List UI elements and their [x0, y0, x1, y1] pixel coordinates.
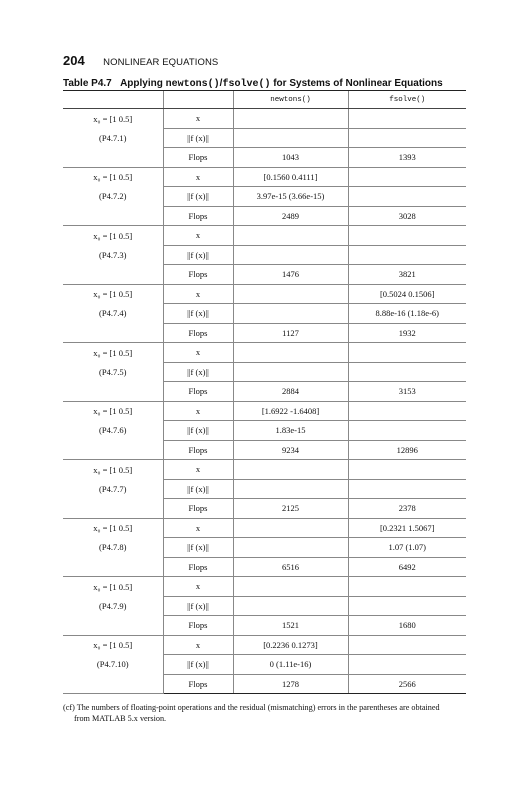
table-row — [63, 401, 466, 421]
newtons-residual-cell — [233, 362, 348, 382]
fsolve-residual-cell — [348, 187, 466, 207]
footnote-line-1: (cf) The numbers of floating-point operations and the residual (mismatching) errors in the parentheses are obtained — [63, 703, 440, 712]
fsolve-flops-cell: 6492 — [348, 557, 466, 577]
table-row — [63, 421, 466, 441]
fsolve-x-cell — [348, 401, 466, 421]
fsolve-flops-cell: 3821 — [348, 265, 466, 285]
table-row — [63, 616, 466, 636]
fsolve-residual-cell — [348, 245, 466, 265]
row-label-residual: ||f (x)|| — [163, 538, 233, 558]
row-label-x: x — [163, 284, 233, 304]
table-row — [63, 343, 466, 363]
fsolve-x-cell — [348, 167, 466, 187]
newtons-x-cell — [233, 109, 348, 129]
row-label-x: x — [163, 460, 233, 480]
initial-guess: x₀ = [1 0.5] — [93, 464, 133, 475]
caption-code-newtons: newtons() — [165, 79, 220, 90]
table-row — [63, 323, 466, 343]
newtons-flops-cell: 2125 — [233, 499, 348, 519]
newtons-residual-cell: 1.83e-15 — [233, 421, 348, 441]
table-row — [63, 109, 466, 129]
newtons-residual-cell: 3.97e-15 (3.66e-15) — [233, 187, 348, 207]
header-cell-newtons: newtons() — [233, 91, 348, 109]
newtons-flops-cell: 1127 — [233, 323, 348, 343]
equation-ref: (P4.7.6) — [99, 425, 127, 436]
empty-label — [63, 265, 163, 285]
row-label-x: x — [163, 109, 233, 129]
equation-ref: (P4.7.1) — [99, 132, 127, 143]
fsolve-residual-cell: 1.07 (1.07) — [348, 538, 466, 558]
newtons-flops-cell: 1278 — [233, 674, 348, 694]
fsolve-residual-cell — [348, 655, 466, 675]
empty-label — [63, 674, 163, 694]
newtons-x-cell — [233, 577, 348, 597]
row-label-flops: Flops — [163, 206, 233, 226]
newtons-flops-cell: 9234 — [233, 440, 348, 460]
newtons-residual-cell: 0 (1.11e-16) — [233, 655, 348, 675]
newtons-x-cell — [233, 226, 348, 246]
fsolve-x-cell — [348, 635, 466, 655]
initial-guess: x₀ = [1 0.5] — [93, 406, 133, 416]
caption-text-a: Applying — [120, 78, 166, 89]
row-label-flops: Flops — [163, 382, 233, 402]
table-row — [63, 128, 466, 148]
row-label-residual: ||f (x)|| — [163, 187, 233, 207]
fsolve-x-cell: [0.2321 1.5067] — [348, 518, 466, 538]
table-row — [63, 226, 466, 246]
table-row — [63, 596, 466, 616]
fsolve-residual-cell — [348, 596, 466, 616]
initial-guess: x₀ = [1 0.5] — [93, 640, 133, 650]
row-label-x: x — [163, 401, 233, 421]
fsolve-residual-cell — [348, 479, 466, 499]
newtons-residual-cell — [233, 479, 348, 499]
initial-guess: x₀ = [1 0.5] — [93, 581, 133, 592]
table-row — [63, 265, 466, 285]
table-number: Table P4.7 — [63, 78, 112, 89]
table-row — [63, 655, 466, 675]
equation-ref: (P4.7.9) — [99, 600, 127, 611]
initial-guess: x₀ = [1 0.5] — [93, 113, 133, 124]
row-label-x: x — [163, 167, 233, 187]
row-label-x: x — [163, 226, 233, 246]
chapter-title: NONLINEAR EQUATIONS — [103, 57, 219, 68]
header-cell-empty-2 — [163, 91, 233, 109]
newtons-x-cell — [233, 518, 348, 538]
fsolve-x-cell — [348, 577, 466, 597]
newtons-residual-cell — [233, 304, 348, 324]
caption-text-b: for Systems of Nonlinear Equations — [270, 78, 443, 89]
table-row — [63, 167, 466, 187]
table-row — [63, 635, 466, 655]
newtons-residual-cell — [233, 596, 348, 616]
footnote-line-2: from MATLAB 5.x version. — [74, 714, 167, 723]
fsolve-flops-cell: 12896 — [348, 440, 466, 460]
empty-label — [63, 206, 163, 226]
fsolve-x-cell — [348, 343, 466, 363]
table-row — [63, 499, 466, 519]
equation-ref: (P4.7.2) — [99, 191, 127, 202]
row-label-residual: ||f (x)|| — [163, 128, 233, 148]
newtons-x-cell: [0.2236 0.1273] — [233, 635, 348, 655]
fsolve-flops-cell: 2378 — [348, 499, 466, 519]
newtons-flops-cell: 2489 — [233, 206, 348, 226]
caption-sep: / — [219, 78, 223, 89]
equation-ref: (P4.7.5) — [99, 366, 127, 377]
empty-label — [63, 499, 163, 519]
fsolve-flops-cell: 3028 — [348, 206, 466, 226]
newtons-x-cell: [1.6922 -1.6408] — [233, 401, 348, 421]
row-label-flops: Flops — [163, 499, 233, 519]
row-label-x: x — [163, 343, 233, 363]
newtons-flops-cell: 1043 — [233, 148, 348, 168]
fsolve-x-cell — [348, 226, 466, 246]
table-row — [63, 304, 466, 324]
newtons-residual-cell — [233, 128, 348, 148]
row-label-flops: Flops — [163, 440, 233, 460]
initial-guess: x₀ = [1 0.5] — [93, 289, 133, 299]
table-body — [63, 109, 466, 694]
table-row — [63, 362, 466, 382]
row-label-residual: ||f (x)|| — [163, 421, 233, 441]
newtons-flops-cell: 6516 — [233, 557, 348, 577]
caption-code-fsolve: fsolve() — [222, 79, 271, 90]
table-row — [63, 479, 466, 499]
header-cell-fsolve: fsolve() — [348, 91, 466, 109]
row-label-flops: Flops — [163, 323, 233, 343]
table-row — [63, 538, 466, 558]
initial-guess: x₀ = [1 0.5] — [93, 523, 133, 533]
footnote — [63, 702, 468, 724]
fsolve-residual-cell — [348, 421, 466, 441]
table-row — [63, 187, 466, 207]
table-row — [63, 148, 466, 168]
row-label-residual: ||f (x)|| — [163, 655, 233, 675]
row-label-flops: Flops — [163, 148, 233, 168]
empty-label — [63, 148, 163, 168]
page-number: 204 — [63, 53, 85, 68]
table-row — [63, 460, 466, 480]
fsolve-residual-cell — [348, 362, 466, 382]
fsolve-x-cell: [0.5024 0.1506] — [348, 284, 466, 304]
newtons-x-cell — [233, 343, 348, 363]
fsolve-x-cell — [348, 109, 466, 129]
table-row — [63, 284, 466, 304]
initial-guess: x₀ = [1 0.5] — [93, 347, 133, 358]
fsolve-flops-cell: 2566 — [348, 674, 466, 694]
equation-ref: (P4.7.7) — [99, 483, 127, 494]
fsolve-residual-cell — [348, 128, 466, 148]
table-row — [63, 440, 466, 460]
header-cell-empty-1 — [63, 91, 163, 109]
equation-ref: (P4.7.10) — [96, 659, 129, 670]
empty-label — [63, 440, 163, 460]
fsolve-x-cell — [348, 460, 466, 480]
row-label-flops: Flops — [163, 616, 233, 636]
empty-label — [63, 557, 163, 577]
newtons-residual-cell — [233, 245, 348, 265]
empty-label — [63, 323, 163, 343]
newtons-residual-cell — [233, 538, 348, 558]
fsolve-flops-cell: 1393 — [348, 148, 466, 168]
running-header — [63, 52, 218, 70]
row-label-residual: ||f (x)|| — [163, 479, 233, 499]
newtons-x-cell: [0.1560 0.4111] — [233, 167, 348, 187]
initial-guess: x₀ = [1 0.5] — [93, 230, 133, 241]
newtons-x-cell — [233, 284, 348, 304]
newtons-flops-cell: 2884 — [233, 382, 348, 402]
table-row — [63, 557, 466, 577]
table-header-row — [63, 91, 466, 109]
row-label-x: x — [163, 518, 233, 538]
table-row — [63, 518, 466, 538]
table-row — [63, 577, 466, 597]
table-row — [63, 206, 466, 226]
initial-guess: x₀ = [1 0.5] — [93, 172, 133, 182]
newtons-flops-cell: 1476 — [233, 265, 348, 285]
table-row — [63, 674, 466, 694]
table-row — [63, 245, 466, 265]
newtons-x-cell — [233, 460, 348, 480]
row-label-residual: ||f (x)|| — [163, 596, 233, 616]
table-caption — [63, 78, 443, 90]
row-label-x: x — [163, 635, 233, 655]
empty-label — [63, 382, 163, 402]
row-label-x: x — [163, 577, 233, 597]
results-table — [63, 90, 466, 694]
fsolve-residual-cell: 8.88e-16 (1.18e-6) — [348, 304, 466, 324]
empty-label — [63, 616, 163, 636]
fsolve-flops-cell: 3153 — [348, 382, 466, 402]
row-label-residual: ||f (x)|| — [163, 245, 233, 265]
row-label-flops: Flops — [163, 557, 233, 577]
equation-ref: (P4.7.3) — [99, 249, 127, 260]
row-label-flops: Flops — [163, 265, 233, 285]
fsolve-flops-cell: 1932 — [348, 323, 466, 343]
row-label-flops: Flops — [163, 674, 233, 694]
fsolve-flops-cell: 1680 — [348, 616, 466, 636]
equation-ref: (P4.7.4) — [99, 308, 127, 319]
equation-ref: (P4.7.8) — [99, 542, 127, 553]
newtons-flops-cell: 1521 — [233, 616, 348, 636]
row-label-residual: ||f (x)|| — [163, 362, 233, 382]
row-label-residual: ||f (x)|| — [163, 304, 233, 324]
table-row — [63, 382, 466, 402]
